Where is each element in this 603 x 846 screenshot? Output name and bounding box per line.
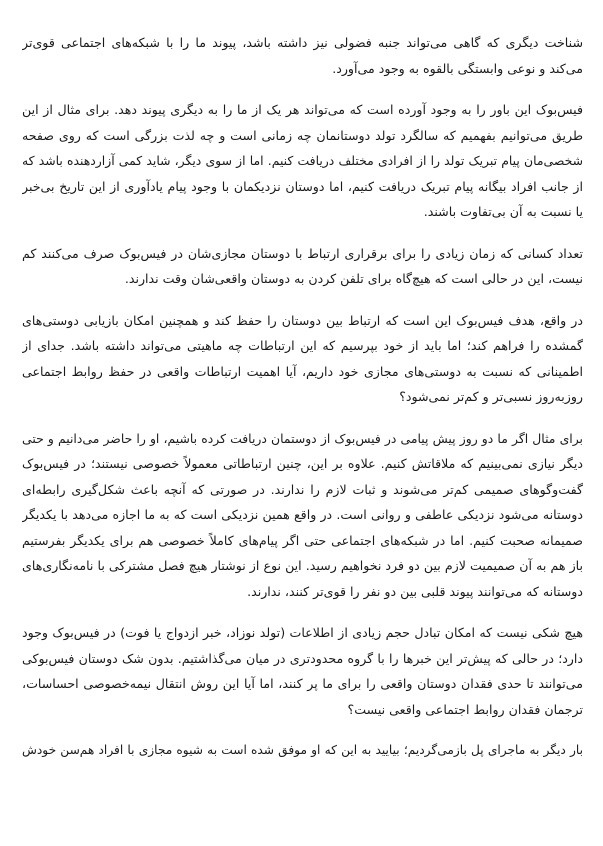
text-line: دارد؛ در حالی که پیش‌تر این خبرها را با گروه محدودتری در میان می‌گذاشتیم. بدون شک دوستان فیس‌بوکی (22, 650, 583, 666)
text-line: در واقع، هدف فیس‌بوک این است که ارتباط بین دوستان را حفظ کند و همچنین امکان بازیابی دوستی‌های (22, 312, 583, 328)
text-line: بار دیگر به ماجرای پل بازمی‌گردیم؛ بیایید به این که او موفق شده است به شیوه مجازی با افراد هم‌سن خودش (22, 743, 583, 757)
text-line: طریق می‌توانیم بفهمیم که سالگرد تولد دوستانمان چه زمانی است و چه لذت بزرگی است که روی صفحه (22, 127, 583, 143)
text-line: دوستانه که می‌توانند پیوند قلبی بین دو نفر را قوی‌تر کنند، ندارند. (247, 583, 583, 599)
text-line: روزبه‌روز نسبی‌تر و کم‌تر نمی‌شود؟ (399, 389, 583, 404)
text-line: ترجمان فقدان روابط اجتماعی واقعی نیست؟ (347, 701, 583, 717)
text-line: صمیمانه صحبت کنیم. اما در شبکه‌های اجتماعی حتی اگر پیام‌های کاملاً خصوصی هم برای یکدیگر بفرستیم (22, 532, 583, 548)
document-page (22, 30, 583, 780)
paragraph (22, 620, 583, 722)
paragraph (22, 738, 583, 764)
text-line: تعداد کسانی که زمان زیادی را برای برقراری ارتباط با دوستان مجازی‌شان در فیس‌بوک صرف می‌کنند کم (22, 245, 583, 261)
text-line: شخصی‌مان پیام تبریک تولد را از افرادی مختلف دریافت کنیم. اما از سوی دیگر، شاید کمی آزاردهنده باشد که (22, 153, 583, 168)
text-line: گفت‌وگوهای صمیمی کم‌تر می‌شوند و ثبات لازم را ندارند. در صورتی که آنچه باعث شکل‌گیری رابطه‌ای (22, 481, 583, 497)
text-line: دیگر نیازی نمی‌بینیم که ملاقاتش کنیم. علاوه بر این، چنین ارتباطاتی معمولاً خصوصی نیستند؛ در فیس‌بوک (22, 456, 583, 471)
text-line: دوستانه می‌شود نزدیکی عاطفی و روانی است. در واقع همین نزدیکی است که به ما اجازه می‌دهد با یکدیگر (22, 507, 583, 522)
paragraph (22, 241, 583, 292)
text-line: یا نسبت به آن بی‌تفاوت باشند. (423, 204, 583, 219)
text-line: گمشده را فراهم کند؛ اما باید از خود بپرسیم که این ارتباطات چه ماهیتی می‌تواند داشته باشد. جدای از (22, 338, 583, 353)
text-line: هیچ شکی نیست که امکان تبادل حجم زیادی از اطلاعات (تولد نوزاد، خبر ازدواج یا فوت) در فیس‌بوک وجود (22, 625, 583, 640)
text-line: نیست، این در حالی است که هیچ‌گاه برای تلفن کردن به دوستان واقعی‌شان وقت ندارند. (124, 271, 583, 286)
paragraph (22, 308, 583, 410)
paragraph (22, 97, 583, 225)
text-line: برای مثال اگر ما دو روز پیش پیامی در فیس‌بوک از دوستمان دریافت کرده باشیم، او را حاضر می‌دانیم و حتی (22, 430, 583, 446)
text-line: می‌توانند تا حدی فقدان دوستان واقعی را برای ما پر کنند، اما آیا این روش انتقال نیمه‌خصوصی احساسات، (22, 676, 583, 691)
text-line: اطمینانی که نسبت به دوستی‌های مجازی خود داریم، آیا اهمیت ارتباطات واقعی در حفظ روابط اجتماعی (22, 363, 583, 379)
text-line: می‌کند و نوعی وابستگی بالقوه به وجود می‌آورد. (332, 60, 583, 76)
text-line: از جانب افراد بیگانه پیام تبریک دریافت کنیم، اما دوستان نزدیکمان با وجود پیام یادآوری از این تاریخ بی‌خبر (22, 178, 583, 194)
paragraph (22, 426, 583, 605)
paragraph (22, 30, 583, 81)
text-line: باز هم به آن صمیمیت لازم بین دو فرد نخواهیم رسید. این نوع از نوشتار هیچ فصل مشترکی با نامه‌نگاری‌های (22, 558, 583, 573)
text-line: شناخت دیگری که گاهی می‌تواند جنبه فضولی نیز داشته باشد، پیوند ما را با شبکه‌های اجتماعی قوی‌تر (22, 35, 583, 50)
text-line: فیس‌بوک این باور را به وجود آورده است که می‌تواند هر یک از ما را به دیگری پیوند دهد. برای مثال از این (22, 102, 583, 117)
